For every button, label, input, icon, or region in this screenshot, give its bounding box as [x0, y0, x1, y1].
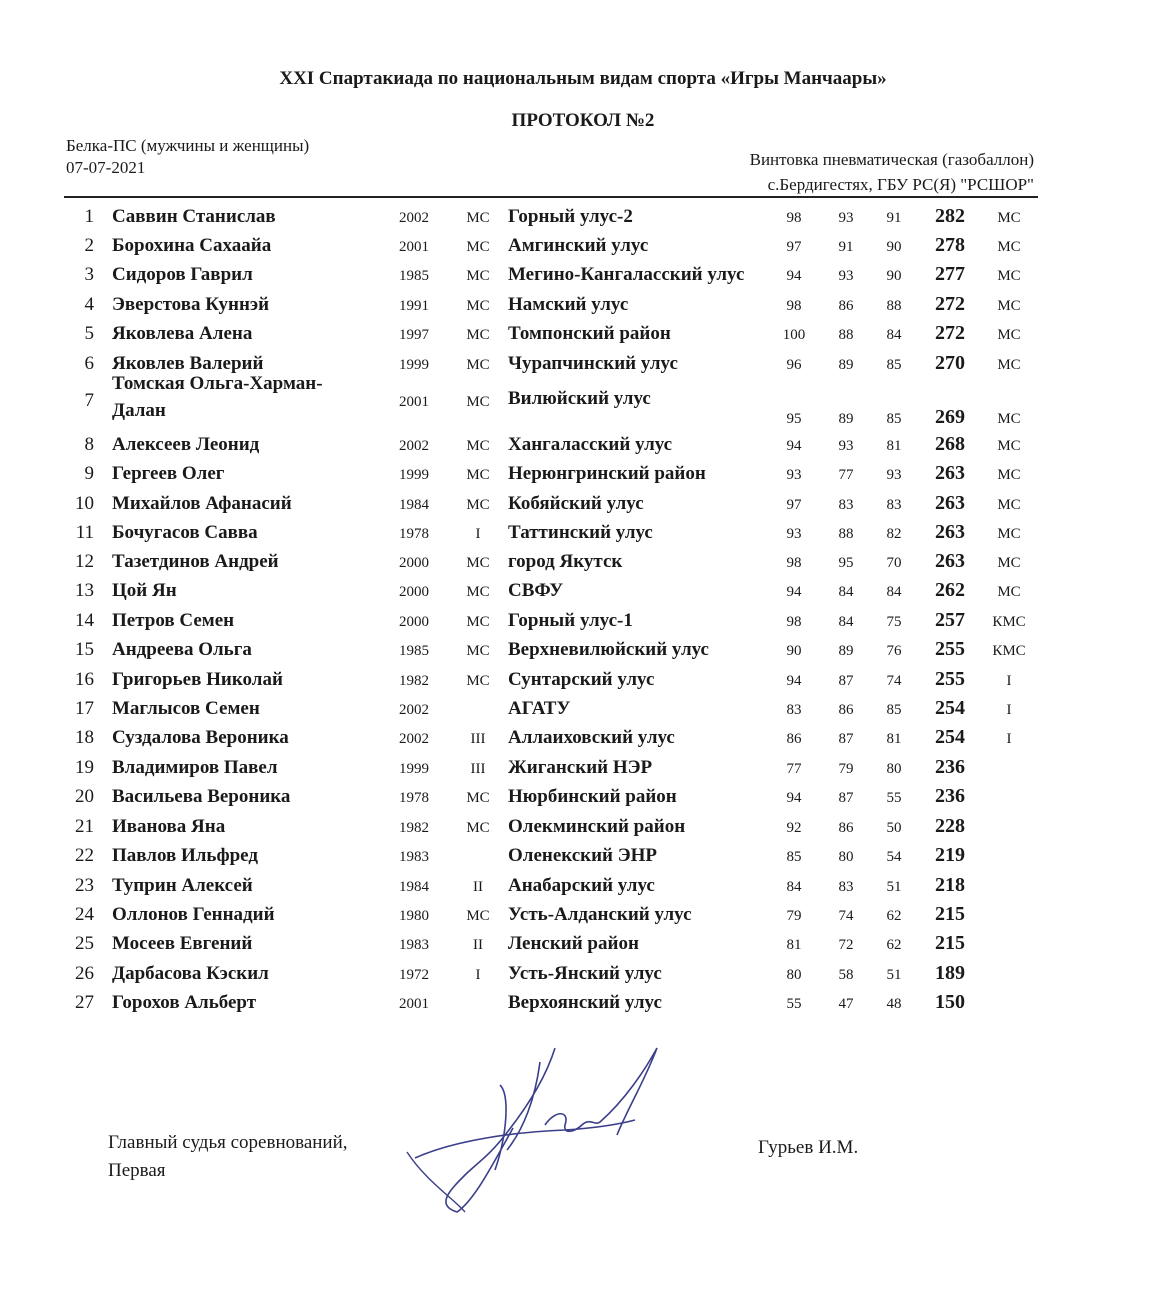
birth-year: 2002	[399, 702, 429, 718]
place-cell: 9	[84, 463, 94, 484]
total-score: 150	[935, 991, 965, 1013]
athlete-name: Эверстова Куннэй	[112, 294, 270, 315]
series-2-score: 87	[838, 731, 854, 747]
birth-year: 1982	[399, 673, 429, 689]
series-3-score: 51	[886, 967, 902, 983]
series-1-score: 85	[786, 849, 802, 865]
series-1-score: 97	[786, 497, 802, 513]
achieved-rank: МС	[997, 467, 1021, 483]
rank-cell: МС	[466, 497, 490, 513]
place-cell: 19	[75, 757, 94, 778]
rank-cell: МС	[466, 327, 490, 343]
table-row	[0, 574, 1166, 604]
rank-cell: МС	[466, 394, 490, 410]
series-2-score: 89	[838, 643, 854, 659]
table-row	[0, 721, 1166, 751]
athlete-name: Васильева Вероника	[112, 786, 291, 807]
rank-cell: III	[470, 731, 486, 747]
birth-year: 1997	[399, 327, 429, 343]
total-score: 277	[935, 263, 965, 285]
total-score: 278	[935, 234, 965, 256]
birth-year: 2001	[399, 996, 429, 1012]
table-row	[0, 373, 1166, 428]
series-2-score: 58	[838, 967, 854, 983]
athlete-name: Дарбасова Кэскил	[112, 963, 269, 984]
protocol-number: ПРОТОКОЛ №2	[511, 110, 655, 131]
athlete-name: Петров Семен	[112, 610, 235, 631]
athlete-name: Маглысов Семен	[112, 698, 260, 719]
rank-cell: МС	[466, 298, 490, 314]
team-name: Ленский район	[508, 933, 639, 954]
total-score: 236	[935, 785, 965, 807]
athlete-name: Саввин Станислав	[112, 206, 276, 227]
series-1-score: 94	[786, 438, 802, 454]
birth-year: 1983	[399, 937, 429, 953]
place-cell: 20	[75, 786, 94, 807]
table-row	[0, 633, 1166, 663]
athlete-name: Яковлев Валерий	[112, 353, 264, 374]
rank-cell: I	[475, 967, 481, 983]
birth-year: 1978	[399, 526, 429, 542]
achieved-rank: I	[1006, 702, 1012, 718]
series-1-score: 96	[786, 357, 802, 373]
venue: с.Бердигестях, ГБУ РС(Я) "РСШОР"	[767, 175, 1034, 194]
series-1-score: 83	[786, 702, 802, 718]
series-1-score: 98	[786, 210, 802, 226]
series-3-score: 88	[886, 298, 902, 314]
table-row	[0, 780, 1166, 810]
athlete-name: Иванова Яна	[112, 816, 226, 837]
total-score: 255	[935, 668, 965, 690]
series-1-score: 90	[786, 643, 802, 659]
header-divider	[64, 196, 1038, 198]
table-row	[0, 604, 1166, 634]
team-name: город Якутск	[508, 551, 623, 572]
place-cell: 7	[84, 390, 94, 411]
place-cell: 15	[75, 639, 94, 660]
series-3-score: 85	[886, 357, 902, 373]
birth-year: 1984	[399, 497, 429, 513]
achieved-rank: МС	[997, 526, 1021, 542]
total-score: 215	[935, 932, 965, 954]
series-2-score: 93	[838, 438, 854, 454]
athlete-name: Андреева Ольга	[112, 639, 252, 660]
series-1-score: 80	[786, 967, 802, 983]
team-name: Верхневилюйский улус	[508, 639, 709, 660]
athlete-name: Яковлева Алена	[112, 323, 253, 344]
place-cell: 27	[75, 992, 94, 1013]
series-1-score: 95	[786, 411, 802, 427]
series-3-score: 93	[886, 467, 902, 483]
rank-cell: МС	[466, 438, 490, 454]
athlete-name: Оллонов Геннадий	[112, 904, 275, 925]
place-cell: 22	[75, 845, 94, 866]
rank-cell: МС	[466, 239, 490, 255]
series-2-score: 95	[838, 555, 854, 571]
series-2-score: 79	[838, 761, 854, 777]
series-2-score: 86	[838, 702, 854, 718]
athlete-name: Горохов Альберт	[112, 992, 257, 1013]
series-3-score: 91	[886, 210, 902, 226]
series-3-score: 90	[886, 268, 902, 284]
place-cell: 16	[75, 669, 94, 690]
athlete-name: Алексеев Леонид	[112, 434, 260, 455]
total-score: 269	[935, 406, 965, 428]
series-3-score: 81	[886, 438, 902, 454]
total-score: 263	[935, 521, 965, 543]
series-2-score: 86	[838, 820, 854, 836]
birth-year: 1982	[399, 820, 429, 836]
birth-year: 1972	[399, 967, 429, 983]
total-score: 272	[935, 322, 965, 344]
series-3-score: 54	[886, 849, 902, 865]
series-2-score: 88	[838, 526, 854, 542]
rank-cell: II	[473, 879, 483, 895]
place-cell: 17	[75, 698, 94, 719]
table-row	[0, 258, 1166, 288]
total-score: 262	[935, 579, 965, 601]
team-name: АГАТУ	[508, 698, 571, 719]
series-2-score: 87	[838, 790, 854, 806]
athlete-name: Томская Ольга-Харман-	[112, 373, 323, 394]
athlete-name: Бочугасов Савва	[112, 522, 258, 543]
rank-cell: МС	[466, 820, 490, 836]
athlete-name: Туприн Алексей	[112, 875, 253, 896]
place-cell: 6	[84, 353, 94, 374]
place-cell: 10	[75, 493, 94, 514]
rank-cell: МС	[466, 673, 490, 689]
rank-cell: МС	[466, 357, 490, 373]
birth-year: 2000	[399, 584, 429, 600]
total-score: 282	[935, 205, 965, 227]
team-name: Томпонский район	[508, 323, 671, 344]
table-row	[0, 545, 1166, 575]
achieved-rank: МС	[997, 268, 1021, 284]
birth-year: 1985	[399, 268, 429, 284]
rank-cell: МС	[466, 908, 490, 924]
total-score: 254	[935, 697, 965, 719]
rank-cell: МС	[466, 584, 490, 600]
series-3-score: 76	[886, 643, 902, 659]
team-name: Горный улус-1	[508, 610, 633, 631]
team-name: СВФУ	[508, 580, 564, 601]
series-3-score: 84	[886, 584, 902, 600]
series-2-score: 87	[838, 673, 854, 689]
table-row	[0, 927, 1166, 957]
total-score: 218	[935, 874, 965, 896]
team-name: Верхоянский улус	[508, 992, 662, 1013]
achieved-rank: МС	[997, 239, 1021, 255]
rank-cell: МС	[466, 210, 490, 226]
place-cell: 8	[84, 434, 94, 455]
document-title: XXI Спартакиада по национальным видам спорта «Игры Манчаары»	[279, 68, 887, 89]
total-score: 219	[935, 844, 965, 866]
place-cell: 25	[75, 933, 94, 954]
team-name: Усть-Алданский улус	[508, 904, 692, 925]
team-name: Сунтарский улус	[508, 669, 655, 690]
team-name: Оленекский ЭНР	[508, 845, 658, 866]
series-3-score: 62	[886, 937, 902, 953]
total-score: 236	[935, 756, 965, 778]
series-3-score: 81	[886, 731, 902, 747]
series-1-score: 98	[786, 298, 802, 314]
table-row	[0, 898, 1166, 928]
table-row	[0, 751, 1166, 781]
total-score: 189	[935, 962, 965, 984]
discipline: Винтовка пневматическая (газобаллон)	[749, 150, 1034, 169]
team-name: Кобяйский улус	[508, 493, 644, 514]
series-2-score: 89	[838, 357, 854, 373]
team-name: Вилюйский улус	[508, 388, 651, 409]
team-name: Горный улус-2	[508, 206, 633, 227]
rank-cell: МС	[466, 614, 490, 630]
place-cell: 26	[75, 963, 94, 984]
team-name: Нюрбинский район	[508, 786, 677, 807]
team-name: Мегино-Кангаласский улус	[508, 264, 745, 285]
place-cell: 12	[75, 551, 94, 572]
birth-year: 2002	[399, 210, 429, 226]
athlete-name: Цой Ян	[112, 580, 177, 601]
achieved-rank: МС	[997, 357, 1021, 373]
birth-year: 1991	[399, 298, 429, 314]
series-3-score: 70	[886, 555, 902, 571]
series-3-score: 48	[886, 996, 902, 1012]
series-2-score: 93	[838, 210, 854, 226]
table-row	[0, 288, 1166, 318]
total-score: 215	[935, 903, 965, 925]
place-cell: 13	[75, 580, 94, 601]
series-1-score: 77	[786, 761, 802, 777]
place-cell: 24	[75, 904, 94, 925]
place-cell: 4	[84, 294, 94, 315]
birth-year: 1978	[399, 790, 429, 806]
total-score: 272	[935, 293, 965, 315]
series-1-score: 98	[786, 614, 802, 630]
achieved-rank: I	[1006, 673, 1012, 689]
team-name: Олекминский район	[508, 816, 686, 837]
series-3-score: 75	[886, 614, 902, 630]
series-2-score: 83	[838, 497, 854, 513]
birth-year: 1999	[399, 761, 429, 777]
series-3-score: 62	[886, 908, 902, 924]
series-3-score: 50	[886, 820, 902, 836]
series-1-score: 97	[786, 239, 802, 255]
series-1-score: 94	[786, 584, 802, 600]
birth-year: 1999	[399, 357, 429, 373]
event-category: Белка-ПС (мужчины и женщины)	[66, 136, 310, 155]
team-name: Нерюнгринский район	[508, 463, 706, 484]
birth-year: 1984	[399, 879, 429, 895]
table-row	[0, 957, 1166, 987]
team-name: Чурапчинский улус	[508, 353, 678, 374]
athlete-name: Сидоров Гаврил	[112, 264, 253, 285]
series-2-score: 88	[838, 327, 854, 343]
team-name: Намский улус	[508, 294, 629, 315]
series-1-score: 94	[786, 673, 802, 689]
achieved-rank: МС	[997, 497, 1021, 513]
series-1-score: 86	[786, 731, 802, 747]
series-1-score: 100	[782, 327, 806, 343]
series-1-score: 93	[786, 467, 802, 483]
place-cell: 3	[84, 264, 94, 285]
achieved-rank: КМС	[992, 643, 1026, 659]
judge-name: Гурьев И.М.	[758, 1137, 859, 1158]
achieved-rank: МС	[997, 584, 1021, 600]
achieved-rank: МС	[997, 555, 1021, 571]
series-1-score: 98	[786, 555, 802, 571]
birth-year: 2002	[399, 438, 429, 454]
table-row	[0, 428, 1166, 458]
birth-year: 1985	[399, 643, 429, 659]
athlete-name: Суздалова Вероника	[112, 727, 289, 748]
place-cell: 21	[75, 816, 94, 837]
table-row	[0, 986, 1166, 1016]
series-3-score: 84	[886, 327, 902, 343]
total-score: 263	[935, 462, 965, 484]
series-2-score: 74	[838, 908, 854, 924]
achieved-rank: МС	[997, 298, 1021, 314]
table-row	[0, 516, 1166, 546]
team-name: Усть-Янский улус	[508, 963, 662, 984]
event-date: 07-07-2021	[66, 158, 146, 177]
series-1-score: 55	[786, 996, 802, 1012]
rank-cell: МС	[466, 467, 490, 483]
series-2-score: 86	[838, 298, 854, 314]
series-1-score: 79	[786, 908, 802, 924]
total-score: 228	[935, 815, 965, 837]
table-row	[0, 317, 1166, 347]
team-name: Амгинский улус	[508, 235, 649, 256]
series-3-score: 90	[886, 239, 902, 255]
place-cell: 5	[84, 323, 94, 344]
table-row	[0, 229, 1166, 259]
achieved-rank: МС	[997, 327, 1021, 343]
judge-title: Главный судья соревнований,	[108, 1132, 348, 1153]
achieved-rank: МС	[997, 210, 1021, 226]
birth-year: 2001	[399, 394, 429, 410]
table-row	[0, 810, 1166, 840]
team-name: Анабарский улус	[508, 875, 655, 896]
series-1-score: 84	[786, 879, 802, 895]
birth-year: 2001	[399, 239, 429, 255]
series-2-score: 72	[838, 937, 854, 953]
series-3-score: 55	[886, 790, 902, 806]
series-3-score: 51	[886, 879, 902, 895]
birth-year: 2000	[399, 614, 429, 630]
place-cell: 2	[84, 235, 94, 256]
place-cell: 14	[75, 610, 94, 631]
team-name: Хангаласский улус	[508, 434, 673, 455]
series-3-score: 83	[886, 497, 902, 513]
total-score: 254	[935, 726, 965, 748]
place-cell: 18	[75, 727, 94, 748]
birth-year: 1999	[399, 467, 429, 483]
team-name: Жиганский НЭР	[508, 757, 653, 778]
athlete-name: Михайлов Афанасий	[112, 493, 292, 514]
total-score: 268	[935, 433, 965, 455]
table-row	[0, 839, 1166, 869]
total-score: 263	[935, 550, 965, 572]
series-3-score: 85	[886, 702, 902, 718]
place-cell: 11	[75, 522, 94, 543]
table-row	[0, 869, 1166, 899]
place-cell: 1	[84, 206, 94, 227]
table-row	[0, 457, 1166, 487]
series-2-score: 84	[838, 584, 854, 600]
series-2-score: 80	[838, 849, 854, 865]
rank-cell: МС	[466, 555, 490, 571]
rank-cell: I	[475, 526, 481, 542]
series-3-score: 74	[886, 673, 902, 689]
achieved-rank: МС	[997, 438, 1021, 454]
athlete-name-continued: Далан	[112, 400, 166, 421]
series-3-score: 80	[886, 761, 902, 777]
judge-category: Первая	[108, 1160, 166, 1181]
team-name: Аллаиховский улус	[508, 727, 675, 748]
table-row	[0, 200, 1166, 230]
table-row	[0, 663, 1166, 693]
total-score: 263	[935, 492, 965, 514]
athlete-name: Гергеев Олег	[112, 463, 225, 484]
series-1-score: 93	[786, 526, 802, 542]
total-score: 255	[935, 638, 965, 660]
series-3-score: 82	[886, 526, 902, 542]
achieved-rank: МС	[997, 411, 1021, 427]
series-2-score: 93	[838, 268, 854, 284]
birth-year: 1983	[399, 849, 429, 865]
rank-cell: МС	[466, 643, 490, 659]
signature-image	[395, 1040, 675, 1215]
rank-cell: II	[473, 937, 483, 953]
series-1-score: 92	[786, 820, 802, 836]
table-row	[0, 692, 1166, 722]
series-2-score: 47	[838, 996, 854, 1012]
series-3-score: 85	[886, 411, 902, 427]
series-2-score: 77	[838, 467, 854, 483]
rank-cell: МС	[466, 268, 490, 284]
table-row	[0, 487, 1166, 517]
athlete-name: Мосеев Евгений	[112, 933, 253, 954]
birth-year: 1980	[399, 908, 429, 924]
series-2-score: 91	[838, 239, 854, 255]
birth-year: 2002	[399, 731, 429, 747]
total-score: 270	[935, 352, 965, 374]
athlete-name: Павлов Ильфред	[112, 845, 258, 866]
rank-cell: МС	[466, 790, 490, 806]
rank-cell: III	[470, 761, 486, 777]
series-2-score: 84	[838, 614, 854, 630]
athlete-name: Григорьев Николай	[112, 669, 283, 690]
team-name: Таттинский улус	[508, 522, 653, 543]
total-score: 257	[935, 609, 965, 631]
athlete-name: Владимиров Павел	[112, 757, 278, 778]
place-cell: 23	[75, 875, 94, 896]
series-1-score: 81	[786, 937, 802, 953]
series-2-score: 89	[838, 411, 854, 427]
athlete-name: Тазетдинов Андрей	[112, 551, 279, 572]
achieved-rank: I	[1006, 731, 1012, 747]
athlete-name: Борохина Сахаайа	[112, 235, 272, 256]
series-1-score: 94	[786, 268, 802, 284]
birth-year: 2000	[399, 555, 429, 571]
achieved-rank: КМС	[992, 614, 1026, 630]
series-1-score: 94	[786, 790, 802, 806]
series-2-score: 83	[838, 879, 854, 895]
